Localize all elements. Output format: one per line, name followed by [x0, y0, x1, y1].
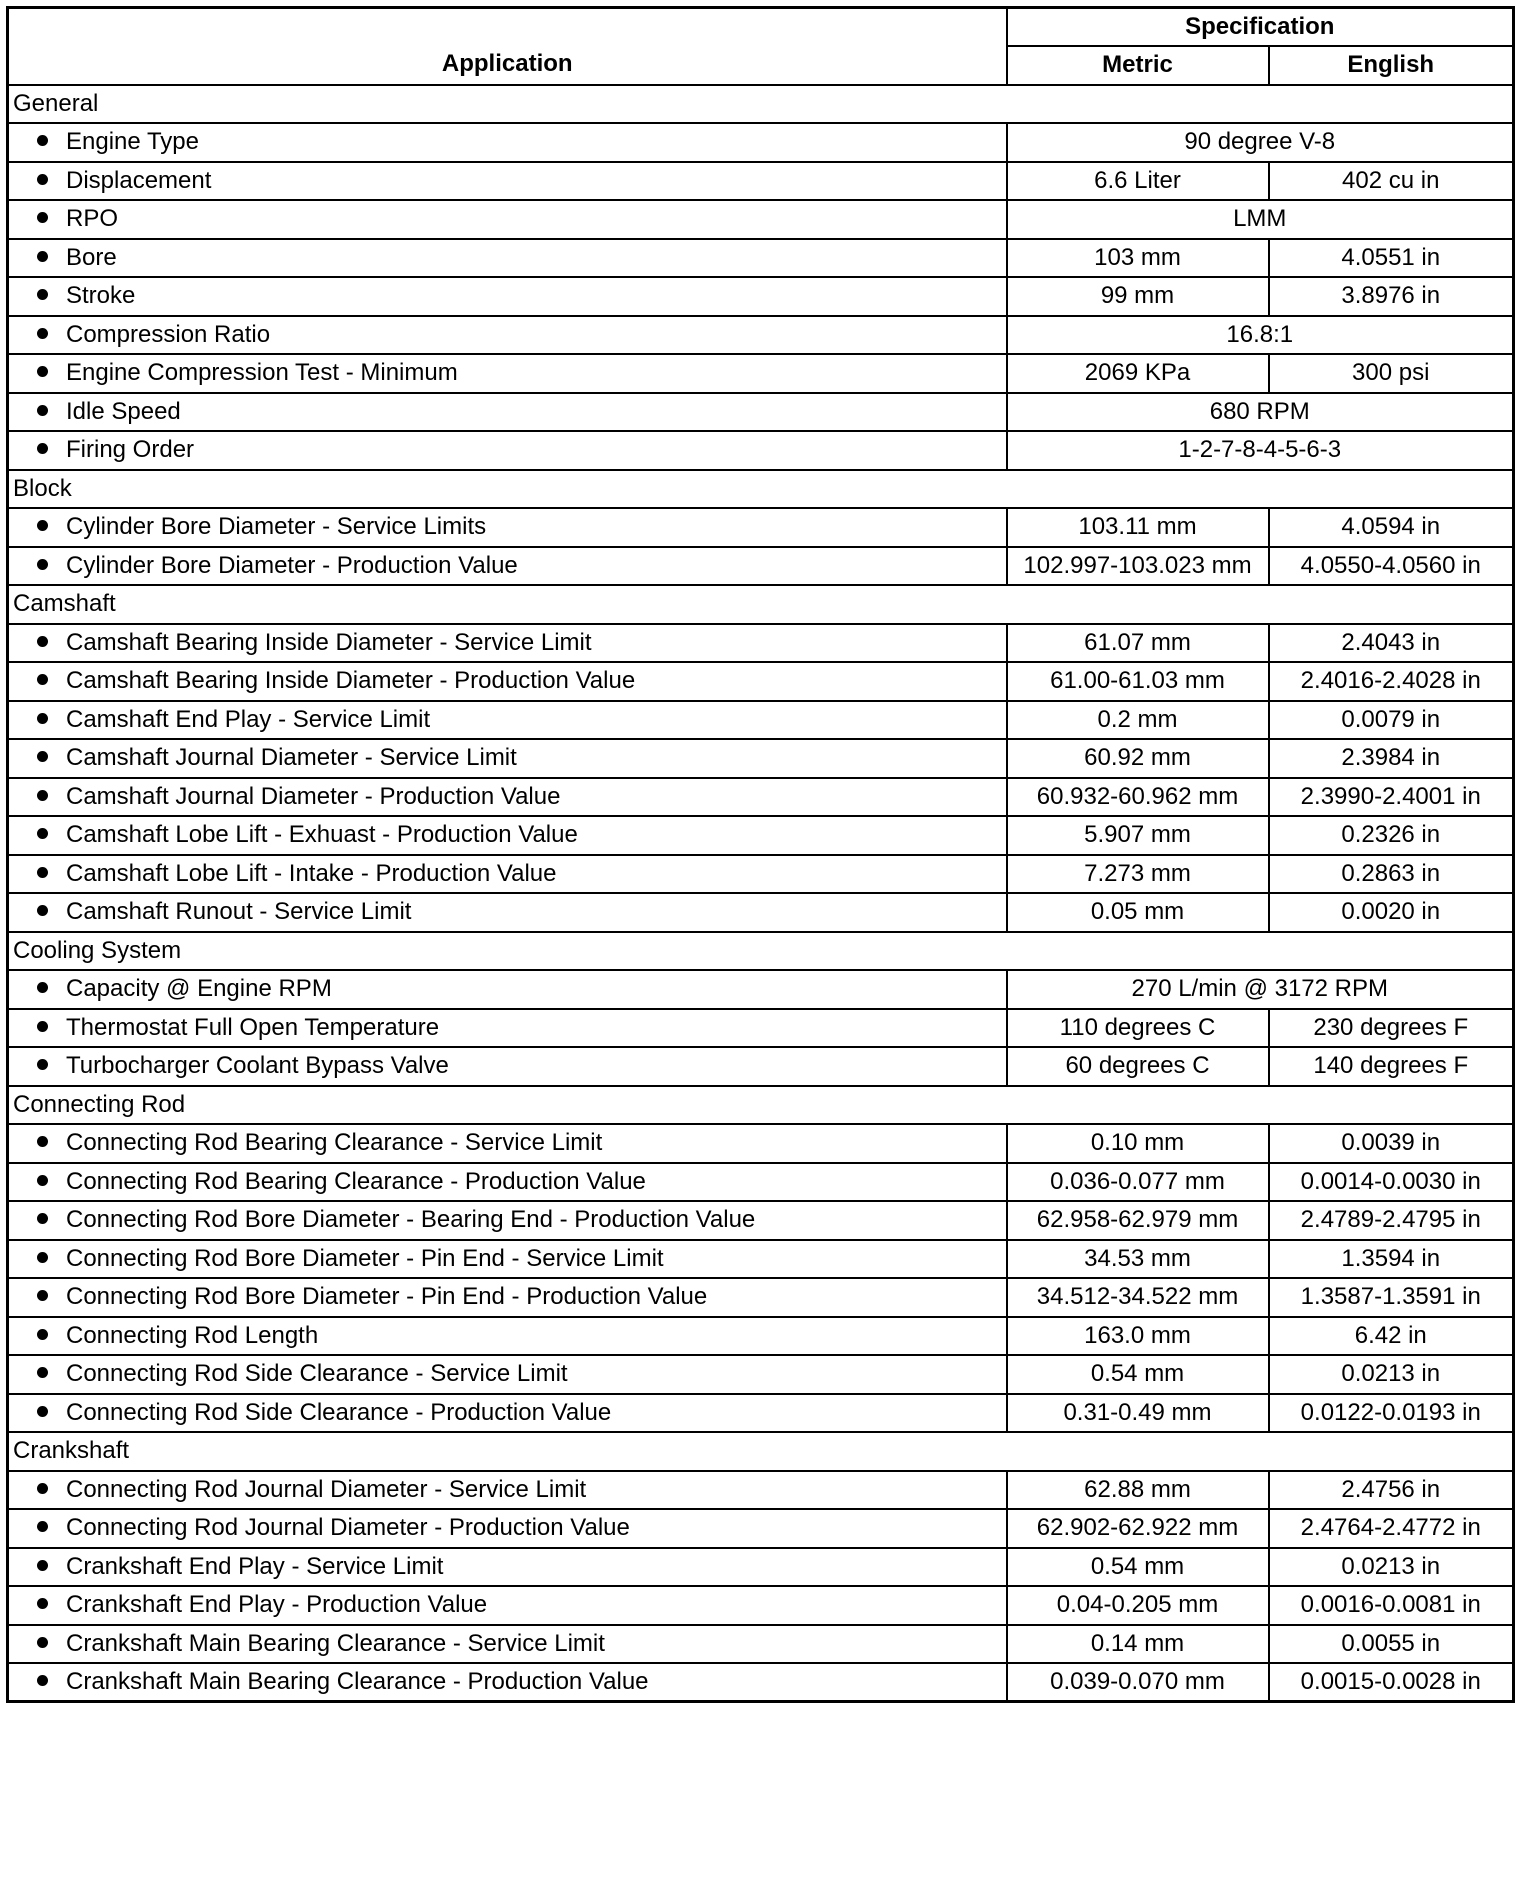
table-row [8, 893, 1514, 932]
english-value-cell: 0.2863 in [1269, 855, 1514, 894]
section-row [8, 932, 1514, 971]
bullet-icon [37, 713, 48, 724]
table-row [8, 855, 1514, 894]
english-value-cell: 2.4016-2.4028 in [1269, 662, 1514, 701]
section-row [8, 1086, 1514, 1125]
table-row [8, 1586, 1514, 1625]
table-row [8, 1471, 1514, 1510]
english-value-cell: 0.0079 in [1269, 701, 1514, 740]
row-label: Camshaft Bearing Inside Diameter - Service Limit [66, 628, 592, 656]
row-label: RPO [66, 205, 119, 233]
metric-value-cell: 61.07 mm [1007, 624, 1269, 663]
bullet-icon [37, 1059, 48, 1070]
row-label: Camshaft Lobe Lift - Intake - Production Value [66, 859, 557, 887]
metric-value-cell: 0.05 mm [1007, 893, 1269, 932]
merged-value-cell: 270 L/min @ 3172 RPM [1007, 970, 1514, 1009]
row-label: Connecting Rod Side Clearance - Service Limit [66, 1360, 568, 1388]
bullet-icon [37, 328, 48, 339]
row-label: Crankshaft End Play - Service Limit [66, 1552, 444, 1580]
table-row [8, 1163, 1514, 1202]
application-cell [8, 1509, 1007, 1548]
row-label: Turbocharger Coolant Bypass Valve [66, 1052, 449, 1080]
row-label: Compression Ratio [66, 320, 271, 348]
row-label: Connecting Rod Bearing Clearance - Production Value [66, 1167, 646, 1195]
merged-value-cell: 1-2-7-8-4-5-6-3 [1007, 431, 1514, 470]
english-value-cell: 4.0594 in [1269, 508, 1514, 547]
bullet-icon [37, 559, 48, 570]
application-cell [8, 855, 1007, 894]
bullet-icon [37, 1136, 48, 1147]
metric-value-cell: 60 degrees C [1007, 1047, 1269, 1086]
english-value-cell: 2.4764-2.4772 in [1269, 1509, 1514, 1548]
bullet-icon [37, 366, 48, 377]
row-label: Displacement [66, 166, 212, 194]
table-row [8, 816, 1514, 855]
engine-spec-table [6, 6, 1515, 1703]
application-cell [8, 624, 1007, 663]
bullet-icon [37, 790, 48, 801]
table-row [8, 778, 1514, 817]
table-row [8, 1201, 1514, 1240]
english-value-cell: 300 psi [1269, 354, 1514, 393]
section-title: Crankshaft [8, 1432, 1514, 1471]
merged-value-cell: 90 degree V-8 [1007, 123, 1514, 162]
row-label: Cylinder Bore Diameter - Production Value [66, 551, 518, 579]
bullet-icon [37, 289, 48, 300]
table-row [8, 123, 1514, 162]
spec-table [6, 6, 1512, 1703]
row-label: Camshaft Journal Diameter - Production Value [66, 782, 561, 810]
metric-value-cell: 60.932-60.962 mm [1007, 778, 1269, 817]
application-cell [8, 1394, 1007, 1433]
bullet-icon [37, 520, 48, 531]
bullet-icon [37, 1367, 48, 1378]
application-cell [8, 662, 1007, 701]
row-label: Connecting Rod Bore Diameter - Pin End - Service Limit [66, 1244, 664, 1272]
bullet-icon [37, 251, 48, 262]
english-value-cell: 0.0016-0.0081 in [1269, 1586, 1514, 1625]
row-label: Connecting Rod Journal Diameter - Production Value [66, 1514, 630, 1542]
table-row [8, 1355, 1514, 1394]
application-cell [8, 970, 1007, 1009]
metric-value-cell: 0.54 mm [1007, 1548, 1269, 1587]
bullet-icon [37, 674, 48, 685]
row-label: Connecting Rod Bore Diameter - Pin End - Production Value [66, 1283, 708, 1311]
application-cell [8, 316, 1007, 355]
row-label: Firing Order [66, 436, 195, 464]
row-label: Connecting Rod Length [66, 1321, 319, 1349]
metric-value-cell: 6.6 Liter [1007, 162, 1269, 201]
application-header: Application [8, 8, 1007, 85]
table-row [8, 200, 1514, 239]
bullet-icon [37, 1175, 48, 1186]
table-row [8, 354, 1514, 393]
metric-value-cell: 0.04-0.205 mm [1007, 1586, 1269, 1625]
application-cell [8, 1625, 1007, 1664]
metric-value-cell: 62.902-62.922 mm [1007, 1509, 1269, 1548]
section-title: Camshaft [8, 585, 1514, 624]
bullet-icon [37, 1406, 48, 1417]
metric-value-cell: 61.00-61.03 mm [1007, 662, 1269, 701]
bullet-icon [37, 1675, 48, 1686]
row-label: Crankshaft Main Bearing Clearance - Production Value [66, 1668, 649, 1695]
bullet-icon [37, 905, 48, 916]
application-cell [8, 1009, 1007, 1048]
row-label: Camshaft End Play - Service Limit [66, 705, 431, 733]
bullet-icon [37, 135, 48, 146]
bullet-icon [37, 867, 48, 878]
english-value-cell: 0.2326 in [1269, 816, 1514, 855]
bullet-icon [37, 1598, 48, 1609]
metric-value-cell: 2069 KPa [1007, 354, 1269, 393]
row-label: Capacity @ Engine RPM [66, 975, 332, 1003]
section-title: General [8, 85, 1514, 124]
metric-header: Metric [1007, 46, 1269, 85]
table-row [8, 1394, 1514, 1433]
english-value-cell: 3.8976 in [1269, 277, 1514, 316]
table-row [8, 1278, 1514, 1317]
english-value-cell: 0.0122-0.0193 in [1269, 1394, 1514, 1433]
english-value-cell: 0.0039 in [1269, 1124, 1514, 1163]
table-row [8, 1047, 1514, 1086]
bullet-icon [37, 982, 48, 993]
application-cell [8, 1471, 1007, 1510]
section-title: Connecting Rod [8, 1086, 1514, 1125]
metric-value-cell: 5.907 mm [1007, 816, 1269, 855]
table-row [8, 316, 1514, 355]
application-cell [8, 1163, 1007, 1202]
metric-value-cell: 34.53 mm [1007, 1240, 1269, 1279]
table-row [8, 1240, 1514, 1279]
table-row [8, 1663, 1514, 1702]
english-value-cell: 2.3990-2.4001 in [1269, 778, 1514, 817]
application-cell [8, 431, 1007, 470]
table-row [8, 393, 1514, 432]
metric-value-cell: 0.14 mm [1007, 1625, 1269, 1664]
section-row [8, 470, 1514, 509]
merged-value-cell: LMM [1007, 200, 1514, 239]
row-label: Engine Compression Test - Minimum [66, 359, 458, 387]
table-row [8, 239, 1514, 278]
bullet-icon [37, 1560, 48, 1571]
english-value-cell: 0.0015-0.0028 in [1269, 1663, 1514, 1702]
application-cell [8, 1124, 1007, 1163]
application-cell [8, 162, 1007, 201]
row-label: Crankshaft End Play - Production Value [66, 1591, 488, 1619]
bullet-icon [37, 405, 48, 416]
english-value-cell: 4.0550-4.0560 in [1269, 547, 1514, 586]
english-value-cell: 1.3594 in [1269, 1240, 1514, 1279]
bullet-icon [37, 636, 48, 647]
metric-value-cell: 0.31-0.49 mm [1007, 1394, 1269, 1433]
application-cell [8, 701, 1007, 740]
application-cell [8, 778, 1007, 817]
row-label: Connecting Rod Side Clearance - Production Value [66, 1398, 612, 1426]
table-row [8, 1009, 1514, 1048]
specification-header: Specification [1007, 8, 1514, 47]
row-label: Connecting Rod Bore Diameter - Bearing End - Production Value [66, 1206, 756, 1234]
english-value-cell: 230 degrees F [1269, 1009, 1514, 1048]
bullet-icon [37, 1252, 48, 1263]
merged-value-cell: 16.8:1 [1007, 316, 1514, 355]
bullet-icon [37, 443, 48, 454]
metric-value-cell: 0.10 mm [1007, 1124, 1269, 1163]
table-row [8, 1124, 1514, 1163]
bullet-icon [37, 1213, 48, 1224]
english-header: English [1269, 46, 1514, 85]
metric-value-cell: 0.2 mm [1007, 701, 1269, 740]
application-cell [8, 1278, 1007, 1317]
table-header [8, 8, 1514, 85]
merged-value-cell: 680 RPM [1007, 393, 1514, 432]
english-value-cell: 0.0213 in [1269, 1355, 1514, 1394]
row-label: Cylinder Bore Diameter - Service Limits [66, 513, 487, 541]
application-cell [8, 547, 1007, 586]
metric-value-cell: 62.88 mm [1007, 1471, 1269, 1510]
row-label: Camshaft Journal Diameter - Service Limit [66, 744, 517, 772]
application-cell [8, 1586, 1007, 1625]
application-cell [8, 1240, 1007, 1279]
application-cell [8, 1548, 1007, 1587]
english-value-cell: 4.0551 in [1269, 239, 1514, 278]
bullet-icon [37, 751, 48, 762]
metric-value-cell: 0.54 mm [1007, 1355, 1269, 1394]
application-cell [8, 893, 1007, 932]
table-row [8, 162, 1514, 201]
table-row [8, 547, 1514, 586]
metric-value-cell: 0.039-0.070 mm [1007, 1663, 1269, 1702]
row-label: Camshaft Lobe Lift - Exhuast - Production Value [66, 821, 578, 849]
table-row [8, 1317, 1514, 1356]
application-cell [8, 1201, 1007, 1240]
application-cell [8, 200, 1007, 239]
application-cell [8, 354, 1007, 393]
application-cell [8, 123, 1007, 162]
english-value-cell: 0.0014-0.0030 in [1269, 1163, 1514, 1202]
english-value-cell: 402 cu in [1269, 162, 1514, 201]
row-label: Stroke [66, 282, 136, 310]
row-label: Engine Type [66, 128, 199, 156]
row-label: Camshaft Bearing Inside Diameter - Production Value [66, 667, 636, 695]
metric-value-cell: 103 mm [1007, 239, 1269, 278]
section-title: Block [8, 470, 1514, 509]
row-label: Connecting Rod Bearing Clearance - Service Limit [66, 1129, 603, 1157]
table-body [8, 85, 1514, 1702]
english-value-cell: 6.42 in [1269, 1317, 1514, 1356]
english-value-cell: 0.0213 in [1269, 1548, 1514, 1587]
application-cell [8, 277, 1007, 316]
application-cell [8, 508, 1007, 547]
english-value-cell: 0.0055 in [1269, 1625, 1514, 1664]
metric-value-cell: 163.0 mm [1007, 1317, 1269, 1356]
bullet-icon [37, 1637, 48, 1648]
table-row [8, 662, 1514, 701]
row-label: Crankshaft Main Bearing Clearance - Service Limit [66, 1629, 605, 1657]
english-value-cell: 2.4756 in [1269, 1471, 1514, 1510]
table-row [8, 508, 1514, 547]
row-label: Bore [66, 243, 117, 271]
metric-value-cell: 110 degrees C [1007, 1009, 1269, 1048]
table-row [8, 739, 1514, 778]
application-cell [8, 816, 1007, 855]
english-value-cell: 2.4043 in [1269, 624, 1514, 663]
section-row [8, 585, 1514, 624]
metric-value-cell: 60.92 mm [1007, 739, 1269, 778]
row-label: Idle Speed [66, 397, 181, 425]
application-cell [8, 1317, 1007, 1356]
english-value-cell: 1.3587-1.3591 in [1269, 1278, 1514, 1317]
bullet-icon [37, 1329, 48, 1340]
metric-value-cell: 34.512-34.522 mm [1007, 1278, 1269, 1317]
bullet-icon [37, 1521, 48, 1532]
english-value-cell: 2.3984 in [1269, 739, 1514, 778]
section-row [8, 1432, 1514, 1471]
bullet-icon [37, 212, 48, 223]
bullet-icon [37, 1290, 48, 1301]
table-row [8, 1625, 1514, 1664]
table-row [8, 1509, 1514, 1548]
metric-value-cell: 7.273 mm [1007, 855, 1269, 894]
application-cell [8, 239, 1007, 278]
english-value-cell: 0.0020 in [1269, 893, 1514, 932]
application-cell [8, 1663, 1007, 1702]
section-title: Cooling System [8, 932, 1514, 971]
metric-value-cell: 62.958-62.979 mm [1007, 1201, 1269, 1240]
table-row [8, 701, 1514, 740]
metric-value-cell: 102.997-103.023 mm [1007, 547, 1269, 586]
metric-value-cell: 0.036-0.077 mm [1007, 1163, 1269, 1202]
bullet-icon [37, 1483, 48, 1494]
table-row [8, 970, 1514, 1009]
application-cell [8, 1355, 1007, 1394]
application-cell [8, 739, 1007, 778]
table-row [8, 277, 1514, 316]
row-label: Connecting Rod Journal Diameter - Service Limit [66, 1475, 587, 1503]
metric-value-cell: 99 mm [1007, 277, 1269, 316]
bullet-icon [37, 828, 48, 839]
english-value-cell: 2.4789-2.4795 in [1269, 1201, 1514, 1240]
bullet-icon [37, 1021, 48, 1032]
application-cell [8, 1047, 1007, 1086]
table-row [8, 1548, 1514, 1587]
bullet-icon [37, 174, 48, 185]
english-value-cell: 140 degrees F [1269, 1047, 1514, 1086]
application-cell [8, 393, 1007, 432]
section-row [8, 85, 1514, 124]
table-row [8, 431, 1514, 470]
row-label: Camshaft Runout - Service Limit [66, 898, 412, 926]
table-row [8, 624, 1514, 663]
metric-value-cell: 103.11 mm [1007, 508, 1269, 547]
row-label: Thermostat Full Open Temperature [66, 1013, 440, 1041]
